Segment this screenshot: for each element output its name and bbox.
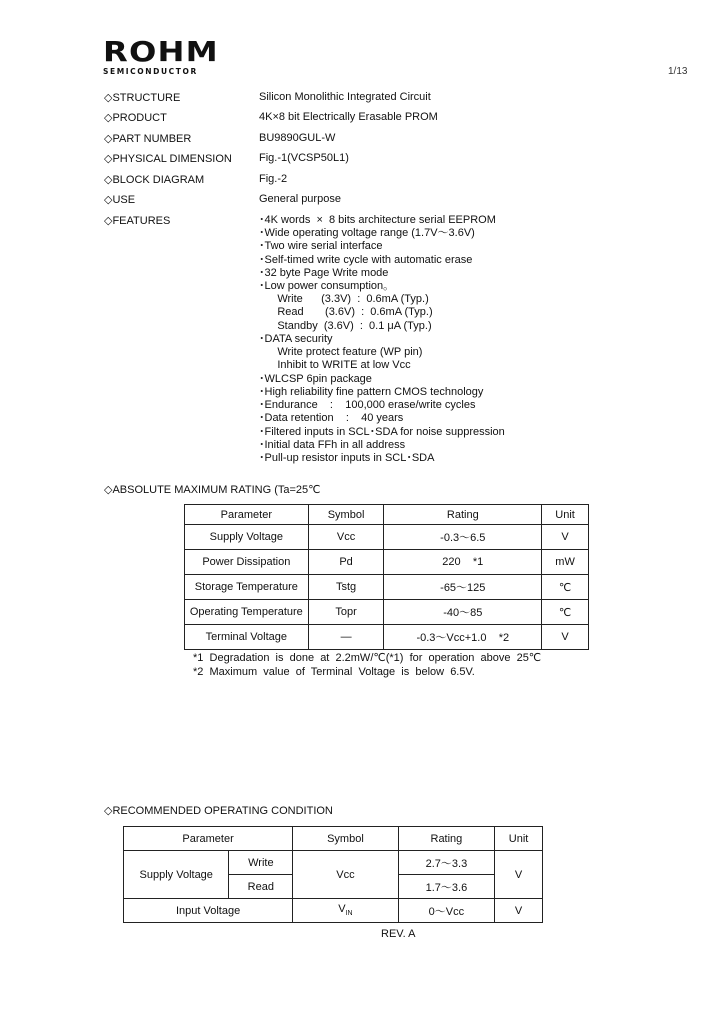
feature-item: ･32 byte Page Write mode [259, 267, 389, 279]
table-row [185, 525, 589, 550]
table-cell: V [495, 899, 543, 923]
table-cell: 2.7～3.3 [398, 851, 495, 875]
table-cell: Supply Voltage [185, 525, 309, 550]
table-cell: ℃ [542, 600, 589, 625]
table-cell: Tstg [308, 575, 384, 600]
table-cell: V [542, 625, 589, 650]
spec-value-structure: Silicon Monolithic Integrated Circuit [259, 91, 431, 103]
table-cell: V [542, 525, 589, 550]
feature-item: ･Pull-up resistor inputs in SCL･SDA [259, 452, 435, 464]
feature-item: Standby (3.6V) : 0.1 μA (Typ.) [259, 320, 432, 332]
header-cell: Symbol [308, 505, 384, 525]
table-cell: ― [308, 625, 384, 650]
feature-item: Inhibit to WRITE at low Vcc [259, 359, 411, 371]
rohm-logo: ROHM [103, 35, 219, 68]
table-cell: Operating Temperature [185, 600, 309, 625]
feature-item: ･Self-timed write cycle with automatic erase [259, 254, 473, 266]
header-cell: Unit [542, 505, 589, 525]
table-cell: Storage Temperature [185, 575, 309, 600]
table-header-row [124, 827, 543, 851]
revision-label: REV. A [381, 928, 416, 940]
spec-label-use: ◇USE [104, 194, 136, 206]
table-cell: -65～125 [384, 575, 542, 600]
spec-value-physical-dimension: Fig.-1(VCSP50L1) [259, 152, 349, 164]
spec-label-block-diagram: ◇BLOCK DIAGRAM [104, 174, 205, 186]
table-header-row [185, 505, 589, 525]
table-cell: -0.3～Vcc+1.0 *2 [384, 625, 542, 650]
feature-item: ･Filtered inputs in SCL･SDA for noise suppression [259, 426, 505, 438]
spec-value-product: 4K×8 bit Electrically Erasable PROM [259, 111, 438, 123]
footnote: *1 Degradation is done at 2.2mW/℃(*1) for operation above 25℃ [193, 652, 542, 664]
table-cell [293, 899, 398, 923]
spec-value-part-number: BU9890GUL-W [259, 132, 336, 144]
rec-op-table [123, 826, 543, 923]
table-cell: -40～85 [384, 600, 542, 625]
table-cell: Supply Voltage [124, 851, 229, 899]
page-number: 1/13 [668, 66, 688, 77]
feature-item: ･Initial data FFh in all address [259, 439, 406, 451]
spec-value-use: General purpose [259, 193, 341, 205]
table-cell: V [495, 851, 543, 899]
spec-label-features: ◇FEATURES [104, 215, 171, 227]
logo-subtitle: SEMICONDUCTOR [103, 67, 198, 76]
header-cell: Symbol [293, 827, 398, 851]
abs-max-table [184, 504, 589, 650]
spec-value-block-diagram: Fig.-2 [259, 173, 288, 185]
spec-label-product: ◇PRODUCT [104, 112, 167, 124]
feature-item: ･Wide operating voltage range (1.7V～3.6V) [259, 227, 475, 239]
feature-item: Read (3.6V) : 0.6mA (Typ.) [259, 306, 433, 318]
table-cell: ℃ [542, 575, 589, 600]
table-cell: Topr [308, 600, 384, 625]
header-cell: Parameter [124, 827, 293, 851]
table-cell: 0～Vcc [398, 899, 495, 923]
header-cell: Rating [384, 505, 542, 525]
feature-item: ･Two wire serial interface [259, 240, 383, 252]
header-cell: Rating [398, 827, 495, 851]
table-cell: mW [542, 550, 589, 575]
table-cell: Terminal Voltage [185, 625, 309, 650]
feature-item: Write (3.3V) : 0.6mA (Typ.) [259, 293, 429, 305]
table-cell: Vcc [308, 525, 384, 550]
table-cell: Write [229, 851, 293, 875]
feature-item: ･DATA security [259, 333, 333, 345]
input-symbol-subscript: IN [345, 910, 353, 918]
spec-label-physical-dimension: ◇PHYSICAL DIMENSION [104, 153, 232, 165]
table-row [185, 625, 589, 650]
feature-item: ･High reliability fine pattern CMOS technology [259, 386, 484, 398]
table-cell: Read [229, 875, 293, 899]
feature-item: Write protect feature (WP pin) [259, 346, 423, 358]
header-cell: Parameter [185, 505, 309, 525]
feature-item: ･Data retention : 40 years [259, 412, 404, 424]
table-cell: Input Voltage [124, 899, 293, 923]
table-cell: Pd [308, 550, 384, 575]
table-cell: -0.3～6.5 [384, 525, 542, 550]
table-cell: Vcc [293, 851, 398, 899]
table-cell: Power Dissipation [185, 550, 309, 575]
table-cell: 1.7～3.6 [398, 875, 495, 899]
table-row [185, 575, 589, 600]
rec-op-heading: ◇RECOMMENDED OPERATING CONDITION [104, 805, 333, 817]
spec-label-structure: ◇STRUCTURE [104, 92, 181, 104]
header-cell: Unit [495, 827, 543, 851]
table-row [124, 899, 543, 923]
abs-max-heading: ◇ABSOLUTE MAXIMUM RATING (Ta=25℃ [104, 484, 321, 496]
feature-item: ･WLCSP 6pin package [259, 373, 372, 385]
input-symbol: V [338, 903, 346, 916]
feature-item: ･Low power consumption。 [259, 280, 395, 292]
feature-item: ･4K words × 8 bits architecture serial EEPROM [259, 214, 496, 226]
footnote: *2 Maximum value of Terminal Voltage is below 6.5V. [193, 666, 475, 678]
table-cell: 220 *1 [384, 550, 542, 575]
table-row [185, 550, 589, 575]
spec-label-part-number: ◇PART NUMBER [104, 133, 192, 145]
table-row [124, 851, 543, 875]
feature-item: ･Endurance : 100,000 erase/write cycles [259, 399, 476, 411]
table-row [185, 600, 589, 625]
